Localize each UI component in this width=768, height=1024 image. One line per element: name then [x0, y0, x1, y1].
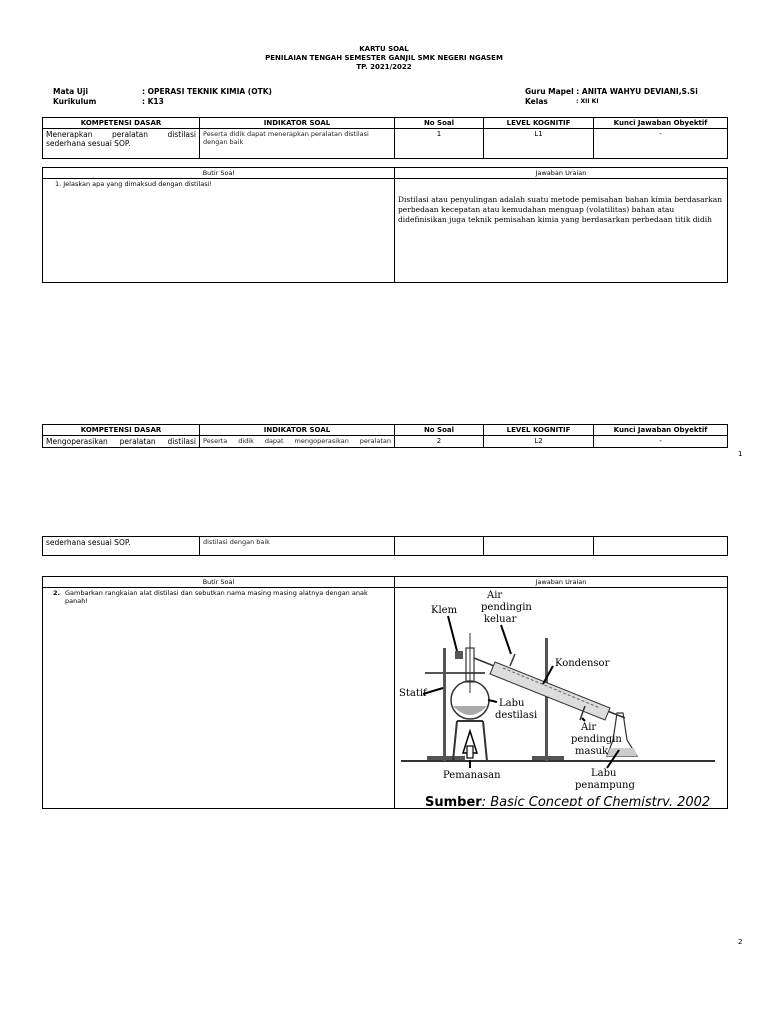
label-air-masuk-3: masuk	[575, 746, 609, 757]
label-air-masuk-2: pendingin	[571, 734, 622, 745]
col-no: No Soal	[395, 425, 484, 436]
klem-clamp	[455, 651, 463, 659]
figure-source	[425, 795, 710, 806]
q1-qa-table	[42, 167, 728, 283]
q2-question-num: 2.	[53, 589, 60, 597]
doc-title: KARTU SOAL	[359, 45, 409, 53]
label-air-keluar-2: pendingin	[481, 602, 532, 613]
q1-question: 1. Jelaskan apa yang dimaksud dengan distilasi!	[43, 179, 395, 283]
col-no: No Soal	[395, 118, 484, 129]
tripod-leg-right	[483, 721, 487, 761]
statif-rod	[443, 648, 446, 761]
statif-base	[427, 756, 465, 760]
q2-answer-cell	[395, 588, 728, 809]
q1-jawaban-header: Jawaban Uraian	[395, 168, 728, 179]
q1-no: 1	[395, 129, 484, 159]
doc-subtitle: PENILAIAN TENGAH SEMESTER GANJIL SMK NEGERI NGASEM	[265, 54, 503, 62]
arrow-air-keluar	[501, 625, 511, 654]
label-air-masuk-1: Air	[581, 722, 597, 733]
col-kd: KOMPETENSI DASAR	[43, 118, 200, 129]
q1-info-table	[42, 117, 728, 159]
q2-question: Gambarkan rangkaian alat distilasi dan sebutkan nama masing masing alatnya dengan anak panah!	[65, 589, 368, 605]
label-labu-destilasi-2: destilasi	[495, 710, 538, 721]
q2-kd-cont: sederhana sesuai SOP.	[43, 537, 200, 556]
distillate-liquid	[607, 748, 637, 756]
arrow-klem	[448, 616, 457, 651]
label-labu-penampung-2: penampung	[575, 780, 635, 791]
q1-indikator: Peserta didik dapat menerapkan peralatan distilasi dengan baik	[200, 129, 395, 159]
col-indikator: INDIKATOR SOAL	[200, 118, 395, 129]
kelas-label: Kelas	[525, 97, 548, 106]
flask-liquid	[453, 706, 487, 715]
figure-source-bold: Sumber	[425, 795, 482, 806]
empty-cell	[594, 537, 728, 556]
q1-butir-header: Butir Soal	[43, 168, 395, 179]
q2-butir-header: Butir Soal	[43, 577, 395, 588]
col-level: LEVEL KOGNITIF	[484, 425, 594, 436]
arrow-air-masuk	[582, 718, 585, 721]
label-air-keluar-1: Air	[487, 590, 503, 601]
water-outlet-nozzle	[510, 654, 515, 666]
label-kondensor: Kondensor	[555, 658, 610, 669]
col-level: LEVEL KOGNITIF	[484, 118, 594, 129]
kelas-value: : XII KI	[576, 98, 599, 105]
q2-kunci: -	[594, 436, 728, 448]
q1-kd-line1: Menerapkan peralatan distilasi	[46, 130, 196, 139]
label-statif: Statif	[399, 688, 427, 699]
q2-kd: Mengoperasikan peralatan distilasi	[43, 436, 200, 448]
distillation-apparatus-figure	[395, 588, 725, 806]
q2-question-cell	[43, 588, 395, 809]
doc-year: TP. 2021/2022	[356, 63, 412, 71]
q2-info-table	[42, 424, 728, 448]
heat-arrow-shaft	[467, 746, 473, 758]
label-air-keluar-3: keluar	[484, 614, 517, 625]
q1-kunci: -	[594, 129, 728, 159]
q2-info-table-cont	[42, 536, 728, 556]
q1-answer: Distilasi atau penyulingan adalah suatu metode pemisahan bahan kimia berdasarkan perbedaan kecepatan atau kemudahan menguap (volatilitas) bahan atau didefinisikan juga teknik pemisahan kimia yang berdasarkan perbedaan titik didih	[395, 179, 728, 283]
q2-indikator: Peserta didik dapat mengoperasikan peralatan	[200, 436, 395, 448]
guru-mapel: Guru Mapel : ANITA WAHYU DEVIANI,S.Si	[525, 87, 698, 96]
q2-level: L2	[484, 436, 594, 448]
label-labu-destilasi-1: Labu	[499, 698, 525, 709]
condenser-stand-rod	[545, 638, 548, 761]
condenser-stand-base	[532, 756, 564, 760]
q2-jawaban-header: Jawaban Uraian	[395, 577, 728, 588]
col-indikator: INDIKATOR SOAL	[200, 425, 395, 436]
label-pemanasan: Pemanasan	[443, 770, 501, 781]
q1-kd-line2: sederhana sesuai SOP.	[46, 139, 131, 148]
q2-qa-table	[42, 576, 728, 809]
page-number: 2	[738, 938, 743, 946]
page-number: 1	[738, 450, 743, 458]
kurikulum-label: Kurikulum	[53, 97, 97, 106]
q2-no: 2	[395, 436, 484, 448]
tripod-leg-left	[453, 721, 457, 761]
col-kunci: Kunci Jawaban Obyektif	[594, 425, 728, 436]
col-kd: KOMPETENSI DASAR	[43, 425, 200, 436]
empty-cell	[484, 537, 594, 556]
label-labu-penampung-1: Labu	[591, 768, 617, 779]
q2-indikator-cont: distilasi dengan baik	[200, 537, 395, 556]
kurikulum-value: : K13	[142, 97, 164, 106]
empty-cell	[395, 537, 484, 556]
q1-kd-cell	[43, 129, 200, 159]
figure-source-rest: : Basic Concept of Chemistry, 2002	[481, 795, 711, 806]
q1-level: L1	[484, 129, 594, 159]
label-klem: Klem	[431, 605, 458, 616]
mata-uji-label: Mata Uji	[53, 87, 89, 96]
col-kunci: Kunci Jawaban Obyektif	[594, 118, 728, 129]
mata-uji-value: : OPERASI TEKNIK KIMIA (OTK)	[142, 87, 272, 96]
